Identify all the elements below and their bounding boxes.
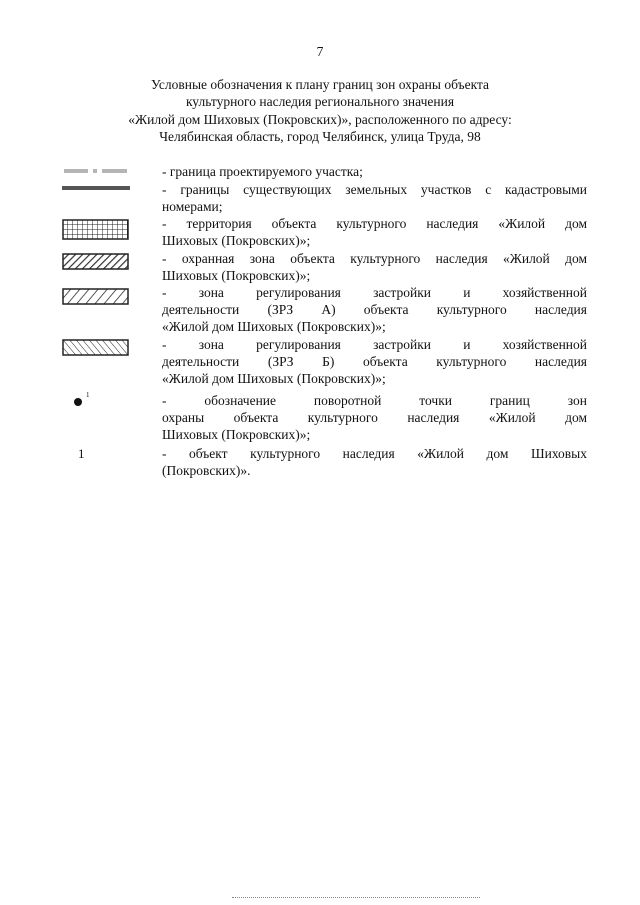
diagonal-hatch-icon: [62, 288, 130, 306]
heading-line: «Жилой дом Шиховых (Покровских)», расположенного по адресу:: [128, 111, 512, 127]
heading-line: культурного наследия регионального значения: [185, 94, 455, 110]
legend-item-text: - зона регулирования застройки и хозяйственной деятельности (ЗРЗ А) объекта культурного наследия «Жилой дом Шиховых (Покровских)»;: [162, 285, 587, 334]
legend-item-text: - границы существующих земельных участков с кадастровыми номерами;: [162, 182, 587, 214]
solid-line-icon: [62, 184, 130, 192]
legend-item-text: - зона регулирования застройки и хозяйственной деятельности (ЗРЗ Б) объекта культурного наследия «Жилой дом Шиховых (Покровских)»;: [162, 337, 587, 386]
turning-point-label: 1: [86, 391, 90, 399]
back-diagonal-hatch-icon: [62, 339, 130, 357]
legend-item-text: - обозначение поворотной точки границ зон охраны объекта культурного наследия «Жилой дом Шиховых (Покровских)»;: [162, 393, 587, 442]
grid-hatch-icon: [62, 219, 130, 241]
legend-item-text: - объект культурного наследия «Жилой дом Шиховых (Покровских)».: [162, 446, 587, 478]
dash-dot-line-icon: [62, 167, 130, 175]
legend-item-text: - охранная зона объекта культурного наследия «Жилой дом Шиховых (Покровских)»;: [162, 251, 587, 283]
turning-point-dot-icon: [73, 397, 83, 407]
page-number: 7: [316, 44, 324, 59]
heading-line: Челябинская область, город Челябинск, улица Труда, 98: [159, 129, 481, 145]
dense-diagonal-hatch-icon: [62, 253, 130, 271]
legend-item-text: - граница проектируемого участка;: [162, 164, 363, 179]
legend-item-text: - территория объекта культурного наследия «Жилой дом Шиховых (Покровских)»;: [162, 216, 587, 248]
heading-line: Условные обозначения к плану границ зон охраны объекта: [150, 77, 490, 92]
footer-divider: [232, 897, 480, 898]
object-number-label: 1: [78, 446, 85, 461]
document-heading: [0, 76, 640, 146]
